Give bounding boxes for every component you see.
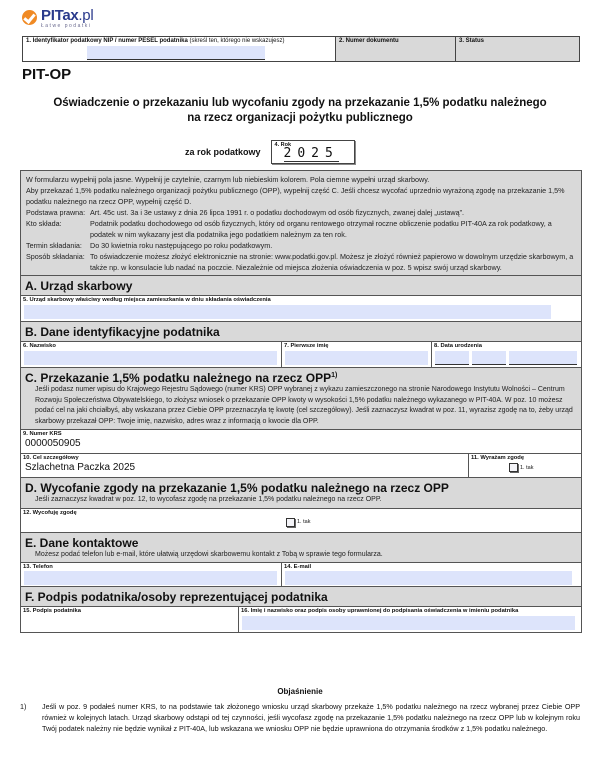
detailed-goal-input[interactable]: Szlachetna Paczka 2025	[25, 462, 136, 473]
explanation-title: Objaśnienie	[277, 687, 323, 696]
surname-cell	[21, 342, 282, 367]
signature-row	[21, 606, 581, 632]
phone-input[interactable]	[24, 571, 277, 585]
title-line-1: Oświadczenie o przekazaniu lub wycofaniu zgody na przekazanie 1,5% podatku należnego	[53, 97, 547, 109]
section-e-header	[21, 532, 581, 563]
birth-date-label: 8. Data urodzenia	[434, 343, 482, 349]
tax-office-input[interactable]	[24, 305, 551, 319]
taxpayer-signature-cell[interactable]	[21, 607, 239, 632]
tax-office-label: 5. Urząd skarbowy właściwy według miejsca zamieszkania w dniu składania oświadczenia	[23, 297, 271, 303]
detailed-goal-label: 10. Cel szczegółowy	[23, 455, 79, 461]
krs-label: 9. Numer KRS	[23, 431, 62, 437]
section-e-description: Możesz podać telefon lub e-mail, które ułatwią urzędowi skarbowemu kontakt z Tobą w sprawie tego formularza.	[35, 550, 383, 558]
section-f-title: F. Podpis podatnika/osoby reprezentującej podatnika	[25, 590, 328, 604]
form-code: PIT-OP	[22, 66, 72, 83]
section-a-title: A. Urząd skarbowy	[25, 279, 133, 293]
footnote-ref: 1)	[331, 372, 338, 379]
surname-label: 6. Nazwisko	[23, 343, 56, 349]
birth-date-cell	[432, 342, 581, 367]
nip-pesel-cell	[23, 37, 336, 61]
detailed-goal-cell	[21, 454, 469, 477]
explanation-item	[20, 701, 580, 734]
email-label: 14. E-mail	[284, 564, 312, 570]
logo-tagline: Łatwe podatki	[41, 23, 92, 29]
page-title	[0, 96, 600, 126]
birth-year-input[interactable]	[509, 351, 577, 365]
section-b-header	[21, 321, 581, 341]
krs-cell	[21, 430, 581, 453]
first-name-label: 7. Pierwsze imię	[284, 343, 329, 349]
section-d-title: D. Wycofanie zgody na przekazanie 1,5% podatku należnego na rzecz OPP	[25, 481, 449, 495]
instruction-line-2: Aby przekazać 1,5% podatku należnego organizacji pożytku publicznego (OPP), wypełnij część C. Jeśli chcesz wycofać uprzednio wyrażoną zgodę na przekazanie 1,5% podatku należnego na rzecz OPP, wypełnij część D.	[26, 186, 565, 206]
explanation-text: Jeśli w poz. 9 podałeś numer KRS, to na podstawie tak złożonego wniosku urząd skarbowy przekaże 1,5% podatku należnego na rzecz wybranej przez Ciebie OPP również w kolejnych latach. Urząd skarbowy odstąpi od tej czynności, jeśli wycofasz zgodę na przekazanie 1,5% podatku należnego na rzecz OPP lub w kolejnym roku Twój podatek należny nie będzie wynikał z PIT-40A, lub wskazana we wniosku OPP nie będzie uprawniona do otrzymania środków z 1,5% podatku należnego.	[42, 702, 580, 733]
section-b-title: B. Dane identyfikacyjne podatnika	[25, 325, 220, 339]
withdraw-option-label: 1. tak	[297, 519, 311, 525]
tax-year-value[interactable]: 2025	[283, 146, 339, 161]
document-number-label: 2. Numer dokumentu	[339, 38, 399, 44]
status-label: 3. Status	[459, 38, 485, 44]
representative-input[interactable]	[242, 616, 575, 630]
nip-pesel-label: 1. Identyfikator podatkowy NIP / numer PESEL podatnika	[26, 38, 188, 44]
first-name-input[interactable]	[285, 351, 428, 365]
consent-option-label: 1. tak	[520, 464, 534, 471]
contact-row	[21, 562, 581, 586]
withdraw-cell	[21, 509, 581, 532]
birth-day-input[interactable]	[435, 351, 469, 365]
header-fields	[22, 36, 580, 62]
surname-input[interactable]	[24, 351, 277, 365]
withdraw-row	[21, 508, 581, 532]
section-d-description: Jeśli zaznaczysz kwadrat w poz. 12, to wycofasz zgodę na przekazanie 1,5% podatku należnego na rzecz OPP.	[35, 496, 382, 503]
section-a-header	[21, 275, 581, 295]
section-c-title: C. Przekazanie 1,5% podatku należnego na rzecz OPP$^{1)}$	[25, 371, 338, 385]
section-d-header	[21, 477, 581, 508]
instructions-box	[21, 171, 581, 275]
withdraw-checkbox[interactable]	[286, 518, 295, 527]
explanation-number: 1)	[20, 702, 27, 711]
krs-row	[21, 429, 581, 453]
consent-checkbox[interactable]	[509, 463, 518, 472]
who-files-row: Kto składa: Podatnik podatku dochodowego od osób fizycznych, który od organu rentowego otrzymał roczne obliczenie podatku PIT-40A za rok podatkowy, a podatek w nim wykazany jest dla podatnika jego podatkiem należnym za ten rok.	[26, 219, 552, 239]
legal-basis-row: Podstawa prawna: Art. 45c ust. 3a i 3e ustawy z dnia 26 lipca 1991 r. o podatku dochodowym od osób fizycznych, zwanej dalej „ustawą”.	[26, 208, 464, 217]
document-number-cell	[336, 37, 456, 61]
tax-year-prefix: za rok podatkowy	[185, 147, 261, 157]
checkmark-logo-icon	[22, 10, 37, 25]
filing-method-row: Sposób składania: To oświadczenie możesz złożyć elektronicznie na stronie: www.podatki.gov.pl. Możesz je złożyć również papierowo w dowolnym urzędzie skarbowym, a także np. w konsulacie lub nadać na poczcie. Niezależnie od miejsca złożenia oświadczenia w poz. 5 wpisz swój urząd skarbowy.	[26, 252, 574, 272]
representative-label: 16. Imię i nazwisko oraz podpis osoby uprawnionej do podpisania oświadczenia w imieniu podatnika	[241, 608, 519, 614]
email-cell	[282, 563, 581, 586]
consent-cell	[469, 454, 581, 477]
representative-cell	[239, 607, 581, 632]
goal-row	[21, 453, 581, 477]
pitax-logo	[22, 8, 93, 29]
first-name-cell	[282, 342, 432, 367]
taxpayer-signature-label: 15. Podpis podatnika	[23, 608, 81, 614]
instruction-line-1: W formularzu wypełnij pola jasne. Wypełnij je czytelnie, czarnym lub niebieskim kolorem. Pola ciemne wypełni urząd skarbowy.	[26, 175, 430, 184]
section-b-row	[21, 341, 581, 367]
tax-year-field[interactable]	[271, 140, 355, 164]
section-c-header	[21, 367, 581, 429]
tax-office-cell	[21, 296, 581, 321]
nip-pesel-hint: (skreśl ten, którego nie wskazujesz)	[189, 38, 285, 44]
section-c-description: Jeśli podasz numer wpisu do Krajowego Rejestru Sądowego (numer KRS) OPP wybranej z wykazu zamieszczonego na stronie Narodowego Instytutu Wolności – Centrum Rozwoju Społeczeństwa Obywatelskiego, to złożysz wniosek o przekazanie OPP kwoty w wysokości 1,5% podatku należnego wykazanego w PIT-40A. W poz. 10 możesz podać cel na jaki chciałbyś, aby wskazana przez Ciebie OPP przeznaczyła tę kwotę (cel szczegółowy). Jeśli zaznaczysz kwadrat w poz. 11, wyrazisz zgodę na to, żeby urząd skarbowy przekazał OPP: Twoje imię, nazwisko, adres wraz z informacją o kwocie dla OPP.	[35, 386, 573, 425]
withdraw-label: 12. Wycofuję zgodę	[23, 509, 77, 516]
form-body	[20, 170, 582, 633]
krs-input[interactable]: 0000050905	[25, 438, 81, 449]
logo-brand: PITax.pl	[41, 7, 94, 24]
phone-label: 13. Telefon	[23, 564, 53, 570]
nip-pesel-input[interactable]	[87, 46, 265, 60]
title-line-2: na rzecz organizacji pożytku publicznego	[187, 112, 413, 124]
deadline-row: Termin składania: Do 30 kwietnia roku następującego po roku podatkowym.	[26, 241, 273, 250]
tax-year-row	[185, 140, 355, 164]
section-a-row	[21, 295, 581, 321]
section-f-header	[21, 586, 581, 606]
section-e-title: E. Dane kontaktowe	[25, 535, 139, 550]
tax-year-label: 4. Rok	[274, 142, 292, 148]
birth-month-input[interactable]	[472, 351, 506, 365]
consent-label: 11. Wyrażam zgodę	[471, 455, 525, 461]
status-cell	[456, 37, 579, 61]
email-input[interactable]	[285, 571, 572, 585]
phone-cell	[21, 563, 282, 586]
